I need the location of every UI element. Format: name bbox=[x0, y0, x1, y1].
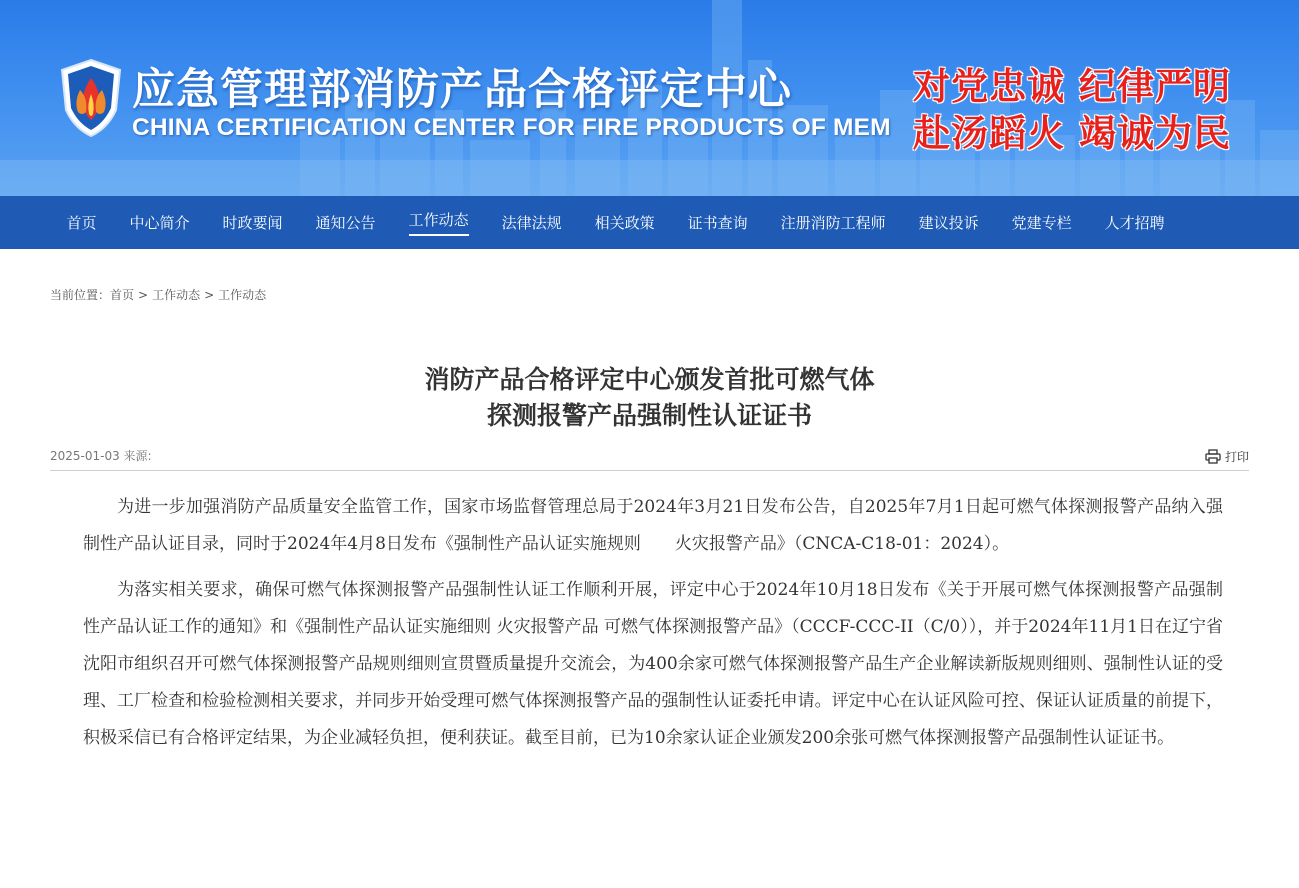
slogan-line-2: 赴汤蹈火 竭诚为民 bbox=[913, 112, 1231, 155]
site-subtitle: CHINA CERTIFICATION CENTER FOR FIRE PRODUCTS OF MEM bbox=[132, 114, 891, 141]
article-body bbox=[83, 489, 1223, 766]
article-title-line-2: 探测报警产品强制性认证证书 bbox=[486, 401, 812, 430]
breadcrumb-link-work-updates[interactable]: 工作动态 bbox=[152, 288, 201, 302]
nav-item-home[interactable]: 首页 bbox=[66, 214, 97, 232]
site-title: 应急管理部消防产品合格评定中心 bbox=[132, 65, 792, 115]
breadcrumb bbox=[50, 286, 266, 303]
breadcrumb-separator: > bbox=[138, 288, 149, 302]
breadcrumb-link-current[interactable]: 工作动态 bbox=[218, 288, 267, 302]
nav-item-complaints[interactable]: 建议投诉 bbox=[918, 214, 979, 232]
meta-divider bbox=[50, 470, 1249, 471]
breadcrumb-prefix: 当前位置： bbox=[50, 288, 111, 302]
breadcrumb-link-home[interactable]: 首页 bbox=[110, 288, 135, 302]
nav-item-policies[interactable]: 相关政策 bbox=[594, 214, 655, 232]
slogan-line-1: 对党忠诚 纪律严明 bbox=[913, 65, 1231, 108]
article-title-line-1: 消防产品合格评定中心颁发首批可燃气体 bbox=[424, 365, 875, 394]
article-paragraph: 为落实相关要求，确保可燃气体探测报警产品强制性认证工作顺利开展，评定中心于2024年10月18日发布《关于开展可燃气体探测报警产品强制性产品认证工作的通知》和《强制性产品认证实施细则 火灾报警产品 可燃气体探测报警产品》（CCCF-CCC-II（C/0）），并于2024年11月1日在辽宁省沈阳市组织召开可燃气体探测报警产品规则细则宣贯暨质量提升交流会，为400余家可燃气体探测报警产品生产企业解读新版规则细则、强制性认证的受理、工厂检查和检验检测相关要求，并同步开始受理可燃气体探测报警产品的强制性认证委托申请。评定中心在认证风险可控、保证认证质量的前提下，积极采信已有合格评定结果，为企业减轻负担，便利获证。截至目前，已为10余家认证企业颁发200余张可燃气体探测报警产品强制性认证证书。 bbox=[83, 580, 1223, 748]
nav-item-news[interactable]: 时政要闻 bbox=[222, 214, 283, 232]
fire-center-logo bbox=[58, 58, 124, 138]
article-meta: 2025-01-03 来源: bbox=[50, 449, 152, 463]
print-label: 打印 bbox=[1224, 450, 1249, 464]
breadcrumb-separator: > bbox=[204, 288, 215, 302]
header-banner bbox=[0, 0, 1299, 196]
nav-item-certificate-query[interactable]: 证书查询 bbox=[687, 214, 748, 232]
main-nav bbox=[0, 196, 1299, 249]
nav-item-party-building[interactable]: 党建专栏 bbox=[1011, 214, 1072, 232]
nav-item-fire-engineer[interactable]: 注册消防工程师 bbox=[780, 214, 886, 232]
nav-item-recruitment[interactable]: 人才招聘 bbox=[1104, 214, 1165, 232]
print-button[interactable] bbox=[1205, 448, 1249, 465]
nav-item-work-updates[interactable]: 工作动态 bbox=[392, 196, 485, 249]
nav-item-about[interactable]: 中心简介 bbox=[129, 214, 190, 232]
nav-item-notices[interactable]: 通知公告 bbox=[315, 214, 376, 232]
article-paragraph: 为进一步加强消防产品质量安全监管工作，国家市场监督管理总局于2024年3月21日发布公告，自2025年7月1日起可燃气体探测报警产品纳入强制性产品认证目录，同时于2024年4月8日发布《强制性产品认证实施规则 火灾报警产品》（CNCA-C18-01：2024）。 bbox=[83, 497, 1223, 554]
nav-item-laws[interactable]: 法律法规 bbox=[501, 214, 562, 232]
printer-icon bbox=[1205, 449, 1221, 464]
